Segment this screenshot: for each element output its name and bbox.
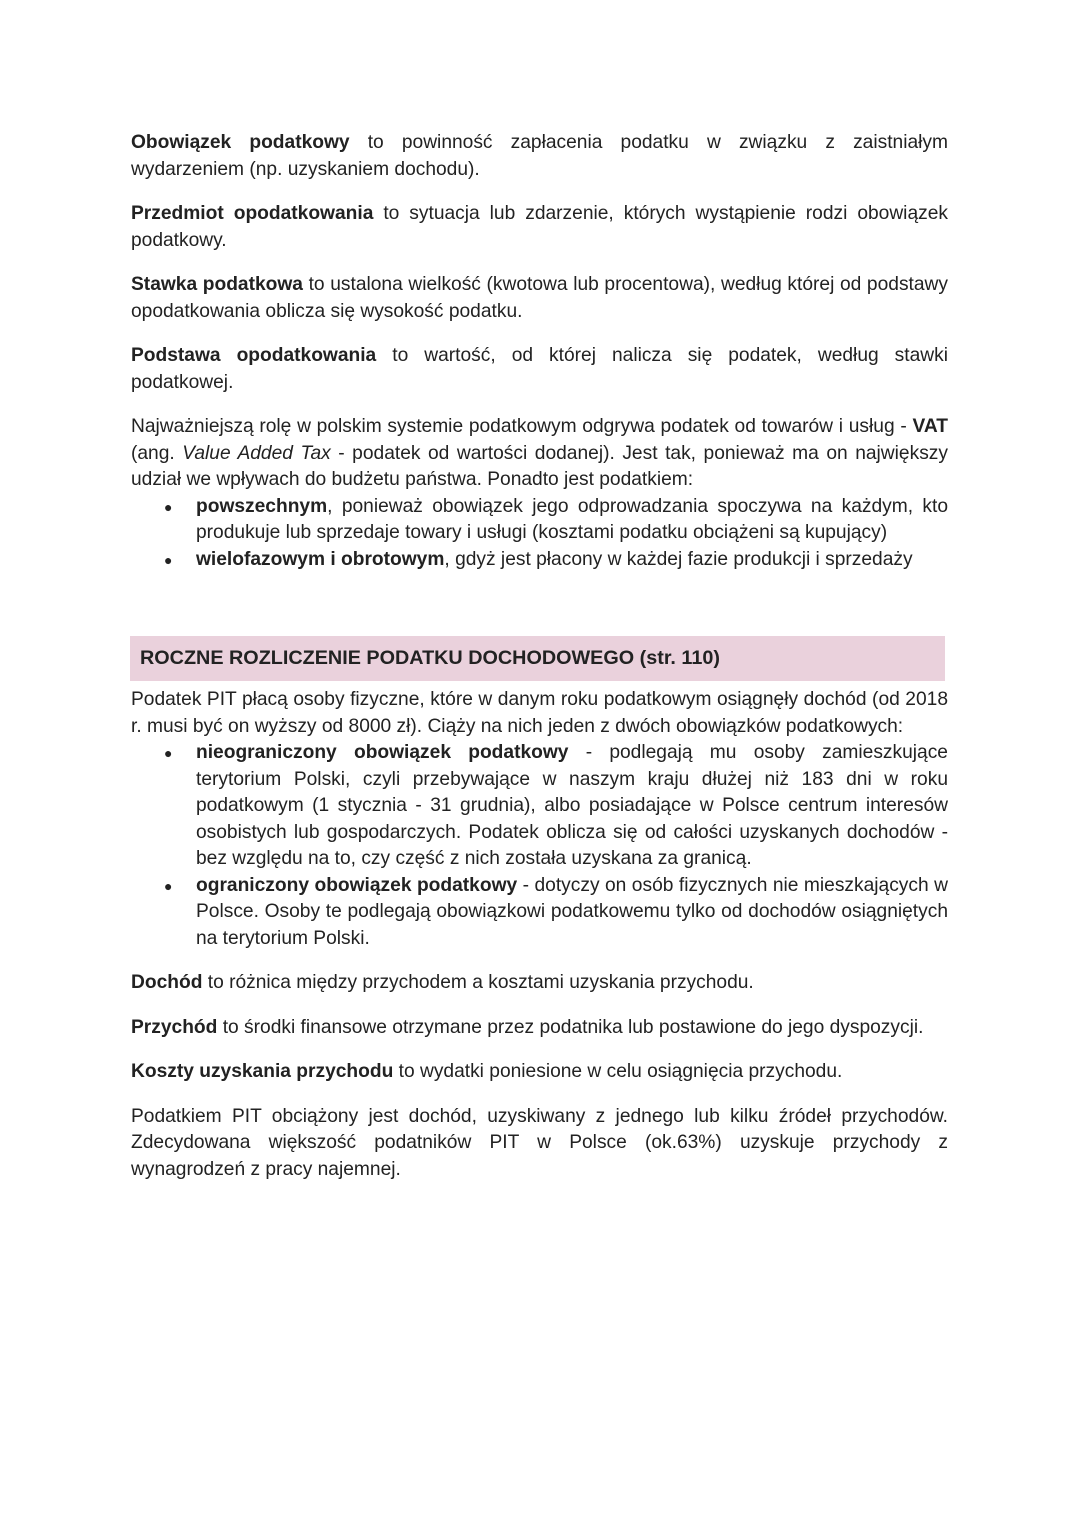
definition-text: to różnica między przychodem a kosztami uzyskania przychodu. [202,972,754,993]
definition-text: to powinność zapłacenia podatku w związku z zaistniałym wydarzeniem (np. uzyskaniem dochodu). [131,132,948,180]
definition-term: Stawka podatkowa [131,274,303,295]
list-item [131,547,948,574]
list-item-term: nieograniczony obowiązek podatkowy [196,742,569,763]
definition-term: Obowiązek podatkowy [131,132,350,153]
definition-text: to ustalona wielkość (kwotowa lub procentowa), według której od podstawy opodatkowania oblicza się wysokość podatku. [131,274,948,322]
bullet-icon: ● [164,498,173,515]
definition-text: to środki finansowe otrzymane przez podatnika lub postawione do jego dyspozycji. [217,1016,924,1038]
vat-abbreviation: VAT [912,416,948,437]
definition-term: Dochód [131,972,203,993]
section-heading: ROCZNE ROZLICZENIE PODATKU DOCHODOWEGO (str. 110) [130,636,945,681]
definition-text: to wartość, od której nalicza się podatek, według stawki podatkowej. [131,345,948,393]
vat-rest: - podatek od wartości dodanej). Jest tak, ponieważ ma on największy udział we wpływach do budżetu państwa. Ponadto jest podatkiem: [131,442,948,490]
list-item-text: - podlegają mu osoby zamieszkujące terytorium Polski, czyli przebywające w naszym kraju dłużej niż 183 dni w roku podatkowym (1 stycznia - 31 grudnia), albo posiadające w Polsce centrum interesów osobistych lub gospodarczych. Podatek oblicza się od całości uzyskanych dochodów - bez względu na to, czy część z nich została uzyskana za granicą. [196,742,948,869]
list-item-term: powszechnym [196,495,328,517]
vat-bullet-list [131,494,948,574]
bullet-icon: ● [164,745,173,761]
list-item-term: wielofazowym i obrotowym [196,548,445,570]
list-item-term: ograniczony obowiązek podatkowy [196,874,518,896]
pit-intro-paragraph: Podatek PIT płacą osoby fizyczne, które w danym roku podatkowym osiągnęły dochód (od 2018 r. musi być on wyższy od 8000 zł). Ciąży na nich jeden z dwóch obowiązków podatkowych: [131,689,948,737]
document-page [131,130,948,1201]
definition-przychod [131,1015,948,1042]
definition-koszty-uzyskania-przychodu [131,1059,948,1086]
definition-term: Koszty uzyskania przychodu [131,1061,394,1082]
list-item-text: , ponieważ obowiązek jego odprowadzania spoczywa na każdym, kto produkuje lub sprzedaje towary i usługi (kosztami podatku obciążeni są kupujący) [196,495,948,543]
definition-text: to wydatki poniesione w celu osiągnięcia przychodu. [393,1061,843,1082]
list-item-text: , gdyż jest płacony w każdej fazie produkcji i sprzedaży [444,548,913,570]
definition-term: Podstawa opodatkowania [131,345,377,366]
bullet-icon: ● [164,877,173,894]
vat-english-term: Value Added Tax [182,442,331,464]
vat-intro: Najważniejszą rolę w polskim systemie podatkowym odgrywa podatek od towarów i usług - [131,416,913,437]
list-item-text: - dotyczy on osób fizycznych nie mieszkających w Polsce. Osoby te podlegają obowiązkowi podatkowemu tylko od dochodów osiągniętych na terytorium Polski. [196,874,948,949]
list-item [131,873,948,953]
definition-podstawa-opodatkowania [131,343,948,396]
vat-ang-prefix: (ang. [131,442,183,464]
definition-dochod [131,970,948,997]
definition-stawka-podatkowa [131,272,948,325]
definition-obowiazek-podatkowy [131,130,948,183]
list-item [131,494,948,547]
list-item [131,740,948,873]
definition-przedmiot-opodatkowania [131,201,948,254]
pit-bullet-list [131,740,948,952]
definition-term: Przedmiot opodatkowania [131,203,374,224]
definition-term: Przychód [131,1016,218,1038]
definition-text: to sytuacja lub zdarzenie, których wystąpienie rodzi obowiązek podatkowy. [131,203,948,251]
vat-paragraph [131,414,948,494]
closing-paragraph: Podatkiem PIT obciążony jest dochód, uzyskiwany z jednego lub kilku źródeł przychodów. Zdecydowana większość podatników PIT w Polsce (ok.63%) uzyskuje przychody z wynagrodzeń z pracy najemnej. [131,1105,948,1180]
bullet-icon: ● [164,551,173,568]
